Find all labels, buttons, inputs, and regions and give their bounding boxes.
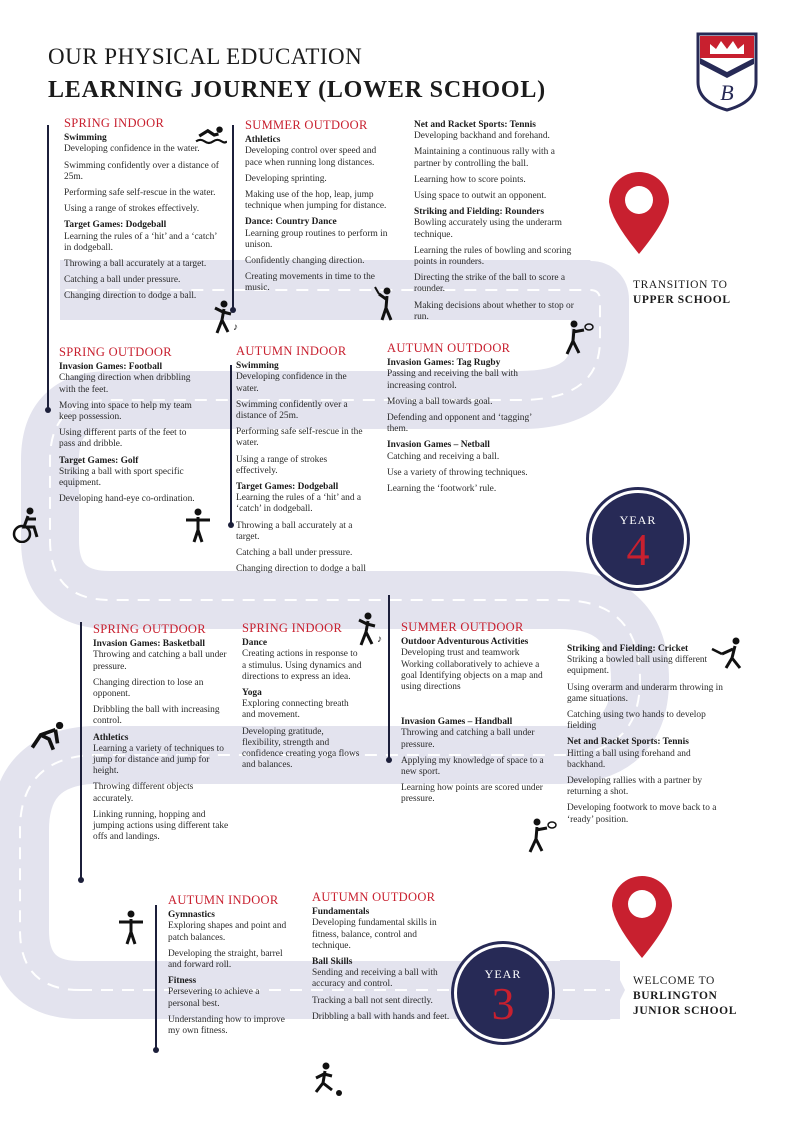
timeline-line [80, 622, 82, 880]
year-4-badge [589, 490, 687, 588]
block-title: Swimming [236, 361, 279, 372]
crest-letter: B [720, 80, 734, 105]
timeline-line [388, 595, 390, 760]
list-item: Developing trust and teamwork Working collaboratively to achieve a goal Identifying objects on a map and using directions [401, 648, 543, 693]
block-title: Invasion Games: Tag Rugby [387, 358, 501, 369]
list-item: Changing direction to dodge a ball. [64, 291, 197, 302]
section-heading: SUMMER OUTDOOR [245, 118, 368, 132]
block-title: Invasion Games – Handball [401, 717, 513, 728]
block-title: Athletics [93, 732, 129, 743]
list-item: Passing and receiving the ball with increasing control. [387, 369, 518, 391]
timeline-line [232, 125, 234, 310]
list-item: Tracking a ball not sent directly. [312, 995, 433, 1006]
list-item: Using different parts of the feet to pass and dribble. [59, 428, 187, 450]
block-title: Athletics [245, 135, 281, 146]
dest-line: TRANSITION TO [633, 279, 728, 291]
section-spring-indoor-y4 [64, 118, 219, 308]
section-summer-outdoor-y3-cont [567, 642, 727, 831]
list-item: Learning the ‘footwork’ rule. [387, 484, 497, 495]
list-item: Catching a ball under pressure. [64, 275, 181, 286]
list-item: Performing safe self-rescue in the water. [236, 427, 363, 449]
block-title: Ball Skills [312, 957, 353, 968]
list-item: Learning how points are scored under pressure. [401, 783, 543, 805]
dest-line-bold: JUNIOR SCHOOL [633, 1005, 737, 1017]
block-title: Target Games: Dodgeball [236, 482, 339, 493]
list-item: Developing the straight, barrel and forward roll. [168, 948, 283, 971]
list-item: Catching and receiving a ball. [387, 451, 500, 462]
dance-icon [355, 612, 387, 648]
list-item: Use a variety of throwing techniques. [387, 467, 528, 478]
batter-icon [373, 286, 403, 322]
block-title: Net and Racket Sports: Tennis [567, 737, 689, 748]
dest-line-bold: BURLINGTON [633, 990, 718, 1002]
timeline-line [47, 125, 49, 410]
section-heading: SPRING INDOOR [242, 621, 343, 635]
section-heading: AUTUMN OUTDOOR [387, 341, 511, 355]
section-summer-outdoor-y4-cont [414, 118, 579, 328]
list-item: Using a range of strokes effectively. [236, 454, 328, 476]
cricket-icon [710, 636, 750, 672]
transition-upper-school-label [633, 278, 731, 308]
list-item: Sending and receiving a ball with accuracy and control. [312, 968, 438, 990]
list-item: Learning group routines to perform in unison. [245, 228, 388, 250]
school-crest-logo [696, 32, 758, 112]
section-heading: SPRING OUTDOOR [93, 622, 206, 636]
page-title-line1: OUR PHYSICAL EDUCATION [48, 44, 363, 69]
block-title: Invasion Games: Basketball [93, 639, 205, 650]
list-item: Using a range of strokes effectively. [64, 204, 200, 215]
balance-icon [116, 910, 146, 946]
list-item: Throwing and catching a ball under pressure. [93, 650, 227, 672]
wheelchair-athlete-icon [10, 507, 42, 543]
block-title: Striking and Fielding: Rounders [414, 207, 544, 218]
block-title: Dance [242, 638, 267, 649]
list-item: Changing direction to dodge a ball [236, 564, 366, 575]
welcome-junior-school-label [633, 974, 737, 1019]
list-item: Making use of the hop, leap, jump technique when jumping for distance. [245, 190, 387, 212]
svg-text:♪: ♪ [233, 322, 238, 333]
list-item: Developing sprinting. [245, 173, 327, 184]
block-title: Swimming [64, 133, 107, 144]
list-item: Swimming confidently over a distance of 25m. [236, 399, 348, 422]
year-3-badge [454, 944, 552, 1042]
list-item: Defending and opponent and ‘tagging’ them. [387, 413, 532, 435]
block-title: Striking and Fielding: Cricket [567, 644, 689, 654]
list-item: Directing the strike of the ball to score a rounder. [414, 273, 565, 295]
list-item: Performing safe self-rescue in the water. [64, 188, 216, 199]
list-item: Striking a bowled ball using different equipment. [567, 655, 708, 677]
runner-start-icon [26, 720, 68, 752]
section-summer-outdoor-y4 [245, 120, 395, 300]
list-item: Developing rallies with a partner by returning a shot. [567, 776, 703, 798]
football-icon [310, 1062, 344, 1098]
svg-text:♪: ♪ [377, 634, 382, 645]
list-item: Learning a variety of techniques to jump for distance and jump for height. [93, 743, 224, 777]
list-item: Changing direction to lose an opponent. [93, 677, 204, 700]
gymnast-icon [183, 508, 213, 544]
block-title: Target Games: Golf [59, 455, 139, 466]
list-item: Throwing and catching a ball under pressure. [401, 728, 535, 750]
list-item: Catching using two hands to develop fielding [567, 710, 706, 732]
dest-line: WELCOME TO [633, 975, 715, 987]
list-item: Making decisions about whether to stop or run. [414, 300, 574, 322]
list-item: Developing hand-eye co-ordination. [59, 494, 195, 505]
list-item: Developing footwork to move back to a ‘ready’ position. [567, 803, 717, 825]
list-item: Swimming confidently over a distance of 25m. [64, 160, 219, 182]
list-item: Linking running, hopping and jumping actions using different take offs and landings. [93, 809, 229, 843]
list-item: Creating movements in time to the music. [245, 272, 375, 294]
list-item: Learning the rules of a ‘hit’ and a ‘catch’ in dodgeball. [64, 231, 217, 253]
dancer-icon [212, 300, 242, 336]
section-heading: AUTUMN INDOOR [168, 893, 279, 907]
list-item: Developing confidence in the water. [64, 144, 200, 155]
section-autumn-indoor-y3 [168, 895, 288, 1042]
list-item: Hitting a ball using forehand and backhand. [567, 748, 691, 770]
badge-number: 4 [626, 524, 650, 575]
list-item: Maintaining a continuous rally with a partner by controlling the ball. [414, 147, 555, 169]
list-item: Using space to outwit an opponent. [414, 191, 547, 202]
tennis-player-icon [562, 320, 596, 356]
block-title: Fundamentals [312, 907, 370, 918]
list-item: Persevering to achieve a personal best. [168, 987, 260, 1009]
section-heading: SUMMER OUTDOOR [401, 620, 524, 634]
list-item: Moving into space to help my team keep possession. [59, 400, 192, 423]
section-autumn-indoor-y4 [236, 346, 366, 580]
list-item: Developing fundamental skills in fitness, balance, control and technique. [312, 918, 437, 951]
block-title: Gymnastics [168, 910, 215, 921]
swimmer-icon [195, 124, 227, 146]
list-item: Learning the rules of a ‘hit’ and a ‘catch’ in dodgeball. [236, 493, 362, 515]
badge-label: YEAR [484, 967, 522, 981]
map-pin-icon [606, 872, 678, 960]
list-item: Bowling accurately using the underarm technique. [414, 218, 562, 240]
list-item: Catching a ball under pressure. [236, 548, 353, 559]
list-item: Throwing different objects accurately. [93, 782, 194, 804]
list-item: Developing gratitude, flexibility, strength and confidence creating yoga flows and balances. [242, 726, 360, 771]
block-title: Yoga [242, 688, 262, 699]
block-title: Net and Racket Sports: Tennis [414, 120, 536, 130]
section-heading: SPRING INDOOR [64, 116, 165, 130]
block-title: Dance: Country Dance [245, 217, 337, 228]
section-heading: AUTUMN INDOOR [236, 344, 347, 358]
list-item: Throwing a ball accurately at a target. [64, 259, 207, 270]
block-title: Fitness [168, 976, 197, 987]
section-autumn-outdoor-y3 [312, 892, 452, 1028]
section-spring-outdoor-y4 [59, 347, 197, 510]
block-title: Target Games: Dodgeball [64, 220, 167, 231]
list-item: Understanding how to improve my own fitness. [168, 1014, 285, 1037]
list-item: Using overarm and underarm throwing in game situations. [567, 682, 723, 704]
list-item: Applying my knowledge of space to a new sport. [401, 755, 544, 778]
list-item: Creating actions in response to a stimulus. Using dynamics and directions to express an idea. [242, 649, 362, 682]
list-item: Dribbling the ball with increasing control. [93, 705, 220, 727]
block-title: Outdoor Adventurous Activities [401, 637, 529, 648]
tennis-icon [525, 818, 559, 854]
section-spring-indoor-y3 [242, 623, 362, 776]
section-heading: SPRING OUTDOOR [59, 345, 172, 359]
list-item: Learning how to score points. [414, 174, 526, 185]
section-summer-outdoor-y3 [401, 622, 551, 811]
list-item: Developing confidence in the water. [236, 372, 347, 394]
list-item: Developing backhand and forehand. [414, 131, 550, 142]
list-item: Striking a ball with sport specific equipment. [59, 466, 184, 489]
list-item: Developing control over speed and pace when running long distances. [245, 146, 377, 168]
block-title: Invasion Games: Football [59, 362, 163, 373]
block-title: Invasion Games – Netball [387, 440, 490, 451]
list-item: Moving a ball towards goal. [387, 396, 493, 407]
list-item: Changing direction when dribbling with the feet. [59, 373, 191, 395]
list-item: Throwing a ball accurately at a target. [236, 520, 353, 542]
list-item: Confidently changing direction. [245, 256, 365, 267]
list-item: Exploring shapes and point and patch balances. [168, 921, 287, 943]
list-item: Dribbling a ball with hands and feet. [312, 1011, 450, 1022]
timeline-line [155, 905, 157, 1050]
dest-line-bold: UPPER SCHOOL [633, 294, 731, 306]
badge-label: YEAR [619, 513, 657, 527]
map-pin-icon [603, 168, 675, 256]
list-item: Learning the rules of bowling and scoring points in rounders. [414, 245, 572, 268]
section-autumn-outdoor-y4 [387, 343, 547, 500]
timeline-line [230, 365, 232, 525]
page-title-line2: LEARNING JOURNEY (LOWER SCHOOL) [48, 77, 546, 103]
badge-number: 3 [491, 978, 515, 1029]
list-item: Exploring connecting breath and movement. [242, 699, 349, 721]
section-spring-outdoor-y3 [93, 624, 233, 848]
section-heading: AUTUMN OUTDOOR [312, 890, 436, 904]
